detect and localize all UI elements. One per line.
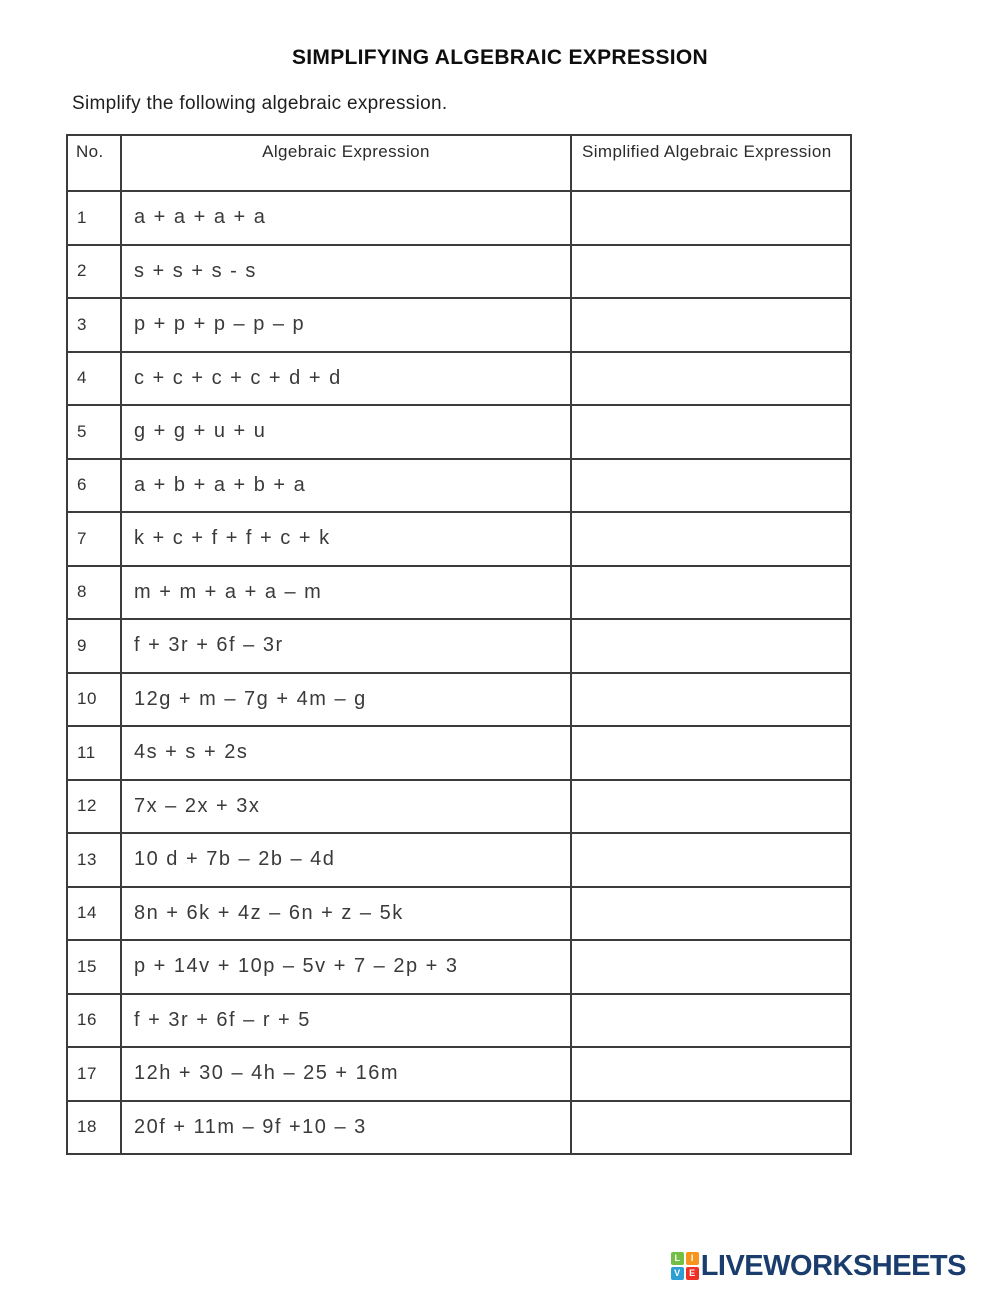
answer-cell[interactable] — [571, 619, 851, 673]
expression-cell: f + 3r + 6f – r + 5 — [121, 994, 571, 1048]
instruction-text: Simplify the following algebraic expression. — [72, 93, 448, 114]
row-number: 1 — [67, 191, 121, 245]
table-row — [67, 352, 851, 406]
answer-cell[interactable] — [571, 566, 851, 620]
table-row — [67, 566, 851, 620]
expression-cell: m + m + a + a – m — [121, 566, 571, 620]
table-row — [67, 940, 851, 994]
answer-cell[interactable] — [571, 780, 851, 834]
row-number: 6 — [67, 459, 121, 513]
answer-cell[interactable] — [571, 298, 851, 352]
expression-cell: a + a + a + a — [121, 191, 571, 245]
row-number: 2 — [67, 245, 121, 299]
table-row — [67, 191, 851, 245]
row-number: 7 — [67, 512, 121, 566]
answer-cell[interactable] — [571, 405, 851, 459]
footer-brand — [671, 1247, 966, 1285]
table-row — [67, 887, 851, 941]
table-row — [67, 833, 851, 887]
expression-cell: 8n + 6k + 4z – 6n + z – 5k — [121, 887, 571, 941]
answer-cell[interactable] — [571, 191, 851, 245]
table-row — [67, 1101, 851, 1155]
row-number: 17 — [67, 1047, 121, 1101]
row-number: 3 — [67, 298, 121, 352]
answer-cell[interactable] — [571, 245, 851, 299]
expression-cell: 20f + 11m – 9f +10 – 3 — [121, 1101, 571, 1155]
table-row — [67, 726, 851, 780]
expression-cell: 4s + s + 2s — [121, 726, 571, 780]
row-number: 11 — [67, 726, 121, 780]
answer-cell[interactable] — [571, 673, 851, 727]
answer-cell[interactable] — [571, 726, 851, 780]
answer-cell[interactable] — [571, 459, 851, 513]
answer-cell[interactable] — [571, 994, 851, 1048]
expression-cell: 12h + 30 – 4h – 25 + 16m — [121, 1047, 571, 1101]
answer-cell[interactable] — [571, 512, 851, 566]
expression-cell: a + b + a + b + a — [121, 459, 571, 513]
row-number: 9 — [67, 619, 121, 673]
table-row — [67, 673, 851, 727]
table-header-row — [67, 135, 851, 191]
expression-cell: p + p + p – p – p — [121, 298, 571, 352]
logo-tile-v: V — [671, 1267, 684, 1280]
row-number: 14 — [67, 887, 121, 941]
expression-cell: c + c + c + c + d + d — [121, 352, 571, 406]
table-row — [67, 994, 851, 1048]
row-number: 12 — [67, 780, 121, 834]
answer-cell[interactable] — [571, 940, 851, 994]
row-number: 10 — [67, 673, 121, 727]
header-simplified-algebraic-expression: Simplified Algebraic Expression — [571, 135, 851, 191]
answer-cell[interactable] — [571, 833, 851, 887]
expression-cell: 7x – 2x + 3x — [121, 780, 571, 834]
expression-cell: k + c + f + f + c + k — [121, 512, 571, 566]
liveworksheets-wordmark: LIVEWORKSHEETS — [700, 1249, 966, 1282]
worksheet-table-body — [67, 191, 851, 1154]
expression-cell: 12g + m – 7g + 4m – g — [121, 673, 571, 727]
logo-tile-i: I — [686, 1252, 699, 1265]
expression-cell: g + g + u + u — [121, 405, 571, 459]
table-row — [67, 619, 851, 673]
table-row — [67, 459, 851, 513]
table-row — [67, 245, 851, 299]
table-row — [67, 780, 851, 834]
row-number: 15 — [67, 940, 121, 994]
logo-tile-e: E — [686, 1267, 699, 1280]
row-number: 13 — [67, 833, 121, 887]
row-number: 16 — [67, 994, 121, 1048]
row-number: 8 — [67, 566, 121, 620]
answer-cell[interactable] — [571, 887, 851, 941]
row-number: 4 — [67, 352, 121, 406]
worksheet-table — [66, 134, 852, 1155]
row-number: 5 — [67, 405, 121, 459]
expression-cell: p + 14v + 10p – 5v + 7 – 2p + 3 — [121, 940, 571, 994]
expression-cell: s + s + s - s — [121, 245, 571, 299]
table-row — [67, 298, 851, 352]
table-row — [67, 1047, 851, 1101]
row-number: 18 — [67, 1101, 121, 1155]
logo-tile-l: L — [671, 1252, 684, 1265]
table-row — [67, 512, 851, 566]
table-row — [67, 405, 851, 459]
header-algebraic-expression: Algebraic Expression — [121, 135, 571, 191]
liveworksheets-logo-icon — [671, 1252, 699, 1280]
page-title: SIMPLIFYING ALGEBRAIC EXPRESSION — [291, 46, 709, 69]
answer-cell[interactable] — [571, 1047, 851, 1101]
answer-cell[interactable] — [571, 352, 851, 406]
expression-cell: 10 d + 7b – 2b – 4d — [121, 833, 571, 887]
header-no: No. — [67, 135, 121, 191]
expression-cell: f + 3r + 6f – 3r — [121, 619, 571, 673]
answer-cell[interactable] — [571, 1101, 851, 1155]
